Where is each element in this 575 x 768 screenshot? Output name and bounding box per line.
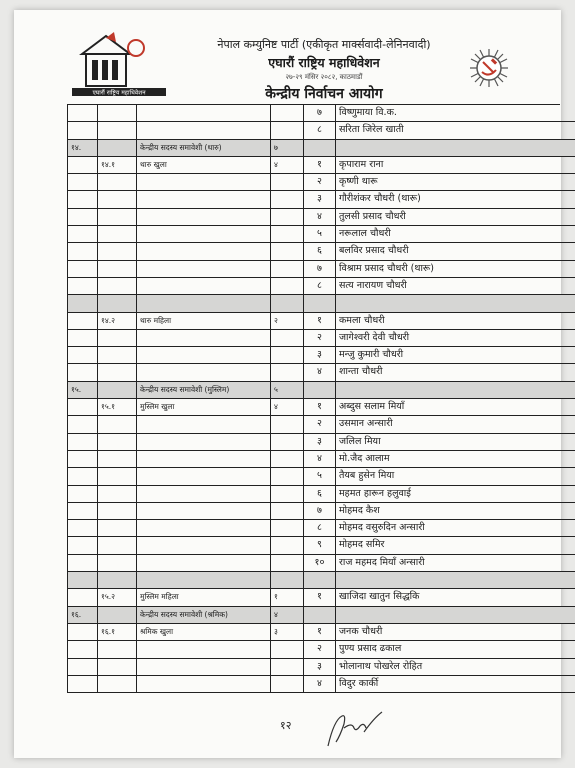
group-code (68, 157, 98, 174)
convention-title: एघारौं राष्ट्रिय महाधिवेशन (268, 55, 380, 70)
category-label (137, 209, 271, 226)
seat-count (271, 659, 304, 676)
serial-number: ४ (304, 451, 336, 468)
seat-count (271, 191, 304, 208)
category-label: केन्द्रीय सदस्य समावेशी (मुस्लिम) (137, 382, 271, 399)
group-code (68, 451, 98, 468)
category-label (137, 676, 271, 693)
category-label (137, 295, 271, 312)
serial-number: १ (304, 313, 336, 330)
seat-count (271, 555, 304, 572)
group-code (68, 555, 98, 572)
group-code (68, 243, 98, 260)
seat-count (271, 209, 304, 226)
table-row (68, 157, 560, 174)
seat-count (271, 434, 304, 451)
candidate-name: उसमान अन्सारी (336, 416, 575, 433)
candidate-name: तुलसी प्रसाद चौधरी (336, 209, 575, 226)
group-code (68, 624, 98, 641)
category-label (137, 364, 271, 381)
serial-number: २ (304, 330, 336, 347)
serial-number: ७ (304, 105, 336, 122)
group-code (68, 313, 98, 330)
candidate-name: भोलानाथ पोखरेल रोहित (336, 659, 575, 676)
sub-code (98, 295, 137, 312)
sub-code (98, 278, 137, 295)
candidate-name: खाजिदा खातुन सिद्धकि (336, 589, 575, 606)
commission-title: केन्द्रीय निर्वाचन आयोग (265, 86, 383, 102)
table-row (68, 503, 560, 520)
group-code (68, 486, 98, 503)
category-label (137, 122, 271, 139)
serial-number: ३ (304, 434, 336, 451)
sub-code (98, 607, 137, 624)
category-label: श्रमिक खुला (137, 624, 271, 641)
candidate-name: अब्दुस सलाम मियाँ (336, 399, 575, 416)
table-group-row (68, 607, 560, 624)
serial-number: १ (304, 157, 336, 174)
group-code (68, 520, 98, 537)
table-row (68, 399, 560, 416)
seat-count: ७ (271, 140, 304, 157)
candidate-name (336, 295, 575, 312)
party-name: नेपाल कम्युनिष्ट पार्टी (एकीकृत मार्क्सवादी-लेनिनवादी) (217, 38, 431, 51)
category-label (137, 226, 271, 243)
candidate-name: राज महमद मियाँ अन्सारी (336, 555, 575, 572)
sub-code (98, 122, 137, 139)
group-code (68, 434, 98, 451)
group-code: १५. (68, 382, 98, 399)
table-row (68, 537, 560, 554)
signature-mark (324, 710, 384, 750)
candidate-name: मो.जैद आलाम (336, 451, 575, 468)
party-building-logo-icon (68, 32, 170, 102)
candidate-name: विश्राम प्रसाद चौधरी (थारू) (336, 261, 575, 278)
serial-number: ८ (304, 520, 336, 537)
sub-code (98, 451, 137, 468)
table-group-row (68, 140, 560, 157)
category-label (137, 572, 271, 589)
seat-count (271, 122, 304, 139)
category-label (137, 261, 271, 278)
category-label (137, 537, 271, 554)
seat-count (271, 451, 304, 468)
seat-count (271, 520, 304, 537)
hammer-sickle-sun-emblem-icon (469, 48, 509, 88)
table-group-row (68, 382, 560, 399)
candidate-name: पुण्य प्रसाद ढकाल (336, 641, 575, 658)
sub-code (98, 330, 137, 347)
seat-count (271, 261, 304, 278)
candidate-name (336, 382, 575, 399)
candidate-name: शान्ता चौधरी (336, 364, 575, 381)
serial-number: ८ (304, 122, 336, 139)
seat-count (271, 503, 304, 520)
sub-code (98, 226, 137, 243)
candidate-name: विष्णुमाया वि.क. (336, 105, 575, 122)
sub-code: १६.१ (98, 624, 137, 641)
table-row (68, 555, 560, 572)
table-row (68, 261, 560, 278)
table-row (68, 468, 560, 485)
candidate-name: कृष्णी थारू (336, 174, 575, 191)
seat-count (271, 468, 304, 485)
seat-count (271, 330, 304, 347)
group-code (68, 364, 98, 381)
category-label: थारु महिला (137, 313, 271, 330)
serial-number: १ (304, 589, 336, 606)
category-label (137, 659, 271, 676)
seat-count: ५ (271, 382, 304, 399)
table-row (68, 278, 560, 295)
category-label (137, 434, 271, 451)
seat-count (271, 486, 304, 503)
document-page (14, 10, 561, 758)
sub-code (98, 486, 137, 503)
sub-code (98, 555, 137, 572)
serial-number (304, 140, 336, 157)
candidate-name: जनक चौधरी (336, 624, 575, 641)
candidate-name (336, 140, 575, 157)
table-row (68, 659, 560, 676)
category-label (137, 243, 271, 260)
sub-code: १४.२ (98, 313, 137, 330)
candidate-name: नरूलाल चौधरी (336, 226, 575, 243)
serial-number: १० (304, 555, 336, 572)
sub-code (98, 503, 137, 520)
seat-count (271, 641, 304, 658)
seat-count (271, 537, 304, 554)
serial-number: ९ (304, 537, 336, 554)
candidate-name: बलविर प्रसाद चौधरी (336, 243, 575, 260)
group-code (68, 174, 98, 191)
category-label (137, 347, 271, 364)
group-code (68, 122, 98, 139)
seat-count: १ (271, 589, 304, 606)
category-label: मुस्लिम खुला (137, 399, 271, 416)
group-code (68, 105, 98, 122)
candidate-name (336, 572, 575, 589)
seat-count (271, 416, 304, 433)
table-row (68, 451, 560, 468)
table-row (68, 191, 560, 208)
group-code (68, 191, 98, 208)
candidate-name: महमत हारून हलुवाई (336, 486, 575, 503)
sub-code: १५.२ (98, 589, 137, 606)
seat-count (271, 364, 304, 381)
sub-code (98, 382, 137, 399)
serial-number (304, 607, 336, 624)
sub-code (98, 641, 137, 658)
group-code (68, 226, 98, 243)
serial-number: १ (304, 624, 336, 641)
sub-code: १५.१ (98, 399, 137, 416)
category-label: थारु खुला (137, 157, 271, 174)
sub-code: १४.१ (98, 157, 137, 174)
category-label (137, 174, 271, 191)
table-row (68, 520, 560, 537)
category-label: केन्द्रीय सदस्य समावेशी (थारु) (137, 140, 271, 157)
serial-number: ३ (304, 347, 336, 364)
category-label (137, 330, 271, 347)
group-code (68, 503, 98, 520)
serial-number: ४ (304, 676, 336, 693)
sub-code (98, 520, 137, 537)
serial-number: ६ (304, 243, 336, 260)
serial-number: २ (304, 416, 336, 433)
sub-code (98, 105, 137, 122)
category-label (137, 451, 271, 468)
table-row (68, 209, 560, 226)
sub-code (98, 140, 137, 157)
candidate-name: गौरीशंकर चौधरी (थारू) (336, 191, 575, 208)
table-spacer-row (68, 295, 560, 312)
serial-number: ४ (304, 364, 336, 381)
seat-count (271, 347, 304, 364)
sub-code (98, 364, 137, 381)
candidate-name: सत्य नारायण चौधरी (336, 278, 575, 295)
seat-count (271, 295, 304, 312)
table-row (68, 676, 560, 693)
sub-code (98, 537, 137, 554)
seat-count (271, 174, 304, 191)
group-code (68, 416, 98, 433)
table-row (68, 243, 560, 260)
candidate-name: मोहमद कैश (336, 503, 575, 520)
serial-number: ७ (304, 503, 336, 520)
seat-count: २ (271, 313, 304, 330)
table-row (68, 330, 560, 347)
category-label: केन्द्रीय सदस्य समावेशी (श्रमिक) (137, 607, 271, 624)
group-code (68, 295, 98, 312)
group-code (68, 261, 98, 278)
category-label (137, 520, 271, 537)
serial-number: २ (304, 174, 336, 191)
group-code (68, 399, 98, 416)
seat-count: ४ (271, 399, 304, 416)
candidate-name: मन्जु कुमारी चौधरी (336, 347, 575, 364)
sub-code (98, 243, 137, 260)
table-row (68, 416, 560, 433)
category-label (137, 278, 271, 295)
table-row (68, 174, 560, 191)
serial-number (304, 382, 336, 399)
serial-number: ४ (304, 209, 336, 226)
sub-code (98, 191, 137, 208)
category-label (137, 641, 271, 658)
table-row (68, 313, 560, 330)
date-place: २७-२९ मंसिर २०८२, काठमाडौं (285, 73, 363, 81)
table-row (68, 226, 560, 243)
candidate-name (336, 607, 575, 624)
serial-number: ५ (304, 468, 336, 485)
category-label (137, 416, 271, 433)
group-code (68, 589, 98, 606)
category-label (137, 105, 271, 122)
seat-count (271, 226, 304, 243)
serial-number: ६ (304, 486, 336, 503)
group-code (68, 537, 98, 554)
candidate-name: कृपाराम राना (336, 157, 575, 174)
sub-code (98, 468, 137, 485)
seat-count (271, 278, 304, 295)
seat-count: ४ (271, 157, 304, 174)
serial-number: ३ (304, 191, 336, 208)
candidate-name: तैयब हुसेन मिया (336, 468, 575, 485)
candidate-name: सरिता जिरेल खाती (336, 122, 575, 139)
sub-code (98, 347, 137, 364)
seat-count (271, 676, 304, 693)
group-code (68, 572, 98, 589)
table-spacer-row (68, 572, 560, 589)
group-code (68, 659, 98, 676)
serial-number: १ (304, 399, 336, 416)
serial-number: २ (304, 641, 336, 658)
sub-code (98, 416, 137, 433)
serial-number: ३ (304, 659, 336, 676)
sub-code (98, 572, 137, 589)
serial-number: ५ (304, 226, 336, 243)
table-row (68, 486, 560, 503)
candidate-name: मोहमद समिर (336, 537, 575, 554)
candidate-name: जलिल मिया (336, 434, 575, 451)
group-code: १६. (68, 607, 98, 624)
seat-count (271, 243, 304, 260)
sub-code (98, 261, 137, 278)
category-label (137, 503, 271, 520)
sub-code (98, 209, 137, 226)
group-code (68, 641, 98, 658)
candidate-name: मोहमद वसुरुदिन अन्सारी (336, 520, 575, 537)
seat-count: ४ (271, 607, 304, 624)
seat-count: ३ (271, 624, 304, 641)
candidate-name: जागेश्वरी देवी चौधरी (336, 330, 575, 347)
candidate-table (67, 104, 560, 693)
table-row (68, 347, 560, 364)
group-code (68, 330, 98, 347)
table-row (68, 434, 560, 451)
table-row (68, 624, 560, 641)
page-number: १२ (280, 719, 292, 732)
group-code: १४. (68, 140, 98, 157)
table-row (68, 105, 560, 122)
seat-count (271, 105, 304, 122)
category-label: मुस्लिम महिला (137, 589, 271, 606)
serial-number: ७ (304, 261, 336, 278)
category-label (137, 486, 271, 503)
seat-count (271, 572, 304, 589)
serial-number (304, 295, 336, 312)
table-row (68, 122, 560, 139)
group-code (68, 676, 98, 693)
serial-number: ८ (304, 278, 336, 295)
category-label (137, 468, 271, 485)
sub-code (98, 174, 137, 191)
table-row (68, 589, 560, 606)
sub-code (98, 434, 137, 451)
group-code (68, 347, 98, 364)
group-code (68, 209, 98, 226)
sub-code (98, 676, 137, 693)
group-code (68, 468, 98, 485)
serial-number (304, 572, 336, 589)
category-label (137, 191, 271, 208)
candidate-name: कमला चौधरी (336, 313, 575, 330)
sub-code (98, 659, 137, 676)
group-code (68, 278, 98, 295)
category-label (137, 555, 271, 572)
logo-left-text: एघारौं राष्ट्रिय महाधिवेशन (92, 89, 146, 97)
candidate-name: विदुर कार्की (336, 676, 575, 693)
table-row (68, 364, 560, 381)
table-row (68, 641, 560, 658)
